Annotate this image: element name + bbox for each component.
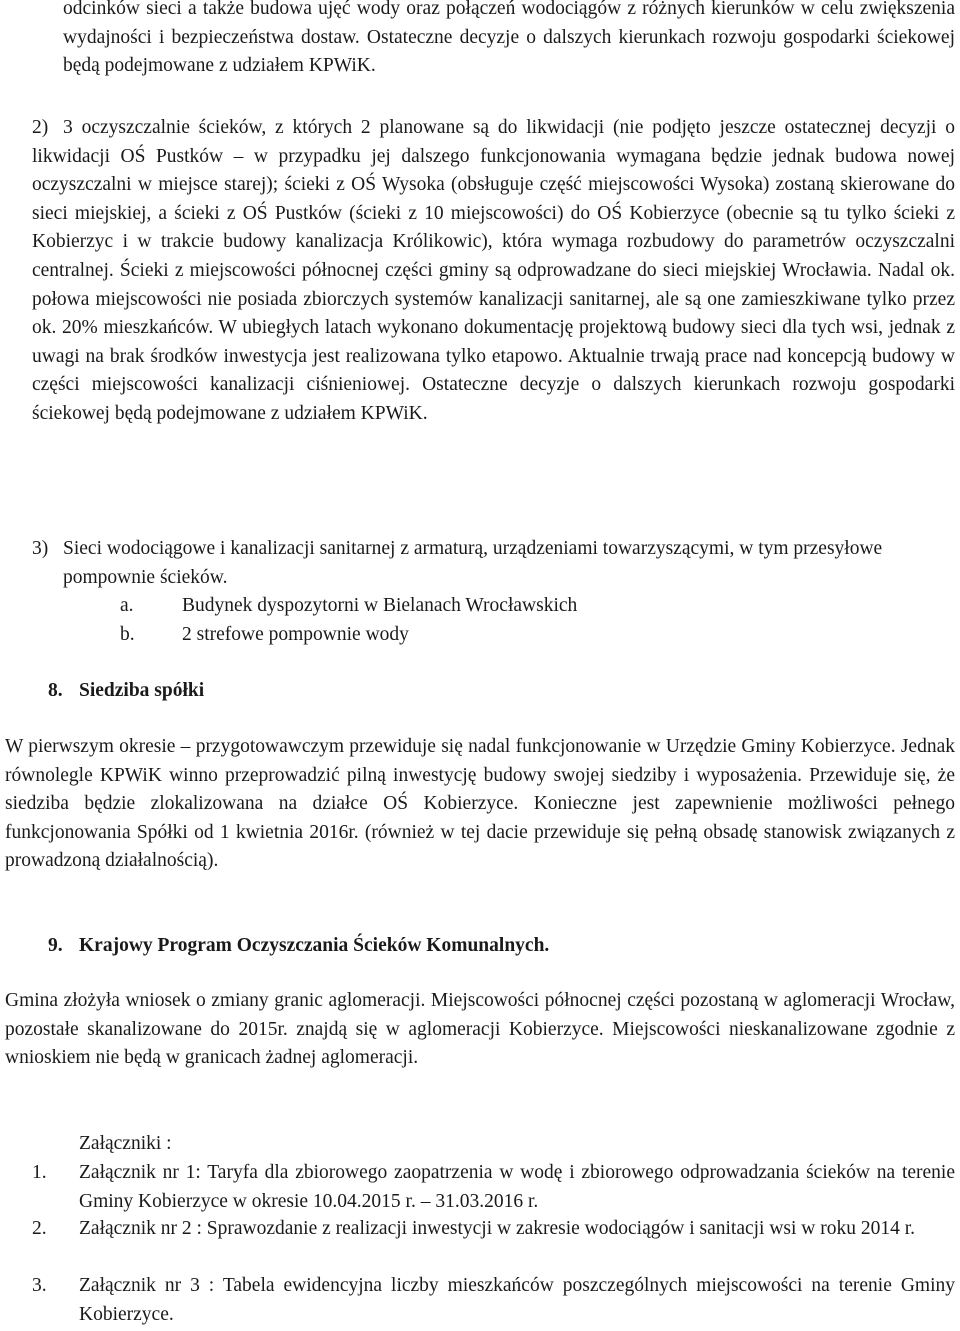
attachment-2-text: Załącznik nr 2 : Sprawozdanie z realizacji inwestycji w zakresie wodociągów i sanitacji wsi w roku 2014 r. <box>79 1218 916 1239</box>
item-2-text: 3 oczyszczalnie ścieków, z których 2 planowane są do likwidacji (nie podjęto jeszcze ostatecznej decyzji o likwidacji OŚ Pustków – w przypadku jej dalszego funkcjonowania wymagana będzie jednak budowa nowej oczyszczalni w miejsce starej); ścieki z OŚ Wysoka (obsługuje część miejscowości Wysoka) zostaną skierowane do sieci miejskiej, a ścieki z OŚ Pustków (ścieki z 10 miejscowości) do OŚ Kobierzyce (obecnie są tu tylko ścieki z Kobierzyc i w trakcie budowy kanalizacja Królikowic), która wymaga rozbudowy do parametrów oczyszczalni centralnej. Ścieki z miejscowości północnej części gminy są odprowadzane do sieci miejskiej Wrocławia. Nadal ok. połowa miejscowości nie posiada zbiorczych systemów kanalizacji sanitarnej, ale są one zamieszkiwane tylko przez ok. 20% mieszkańców. W ubiegłych latach wykonano dokumentację projektową budowy sieci dla tych wsi, jednak z uwagi na brak środków inwestycja jest realizowana tylko etapowo. Aktualnie trwają prace nad koncepcją budowy w części miejscowości kanalizacji ciśnieniowej. Ostateczne decyzje o dalszych kierunkach rozwoju gospodarki ściekowej będą podejmowane z udziałem KPWiK. <box>32 117 955 424</box>
item-2-number: 2) <box>32 117 49 138</box>
section-9-title: Krajowy Program Oczyszczania Ścieków Komunalnych. <box>79 935 550 956</box>
attachment-3-number: 3. <box>32 1275 47 1296</box>
item-3-number: 3) <box>32 538 49 559</box>
section-8-text: W pierwszym okresie – przygotowawczym przewiduje się nadal funkcjonowanie w Urzędzie Gminy Kobierzyce. Jednak równolegle KPWiK winno przeprowadzić pilną inwestycję budowy swojej siedziby i wyposażenia. Przewiduje się, że siedziba będzie zlokalizowana na działce OŚ Kobierzyce. Konieczne jest zapewnienie możliwości pełnego funkcjonowania Spółki od 1 kwietnia 2016r. (również w tej dacie przewiduje się pełną obsadę stanowisk związanych z prowadzoną działalnością). <box>5 736 955 872</box>
section-8-title: Siedziba spółki <box>79 680 205 701</box>
attachment-3-text: Załącznik nr 3 : Tabela ewidencyjna liczby mieszkańców poszczególnych miejscowości na terenie Gminy Kobierzyce. <box>79 1275 955 1325</box>
attachment-1-number: 1. <box>32 1162 47 1183</box>
subitem-a-text: Budynek dyspozytorni w Bielanach Wrocławskich <box>182 595 578 616</box>
item-3-text: Sieci wodociągowe i kanalizacji sanitarnej z armaturą, urządzeniami towarzyszącymi, w tym przesyłowe pompownie ścieków. <box>63 538 883 588</box>
subitem-b-text: 2 strefowe pompownie wody <box>182 624 409 645</box>
intro-continuation: odcinków sieci a także budowa ujęć wody oraz połączeń wodociągów z różnych kierunków w celu zwiększenia wydajności i bezpieczeństwa dostaw. Ostateczne decyzje o dalszych kierunkach rozwoju gospodarki ściekowej będą podejmowane z udziałem KPWiK. <box>63 0 955 77</box>
section-9-text: Gmina złożyła wniosek o zmiany granic aglomeracji. Miejscowości północnej części pozostaną w aglomeracji Wrocław, pozostałe skanalizowane do 2015r. znajdą się w aglomeracji Kobierzyce. Miejscowości nieskanalizowane zgodnie z wnioskiem nie będą w granicach żadnej aglomeracji. <box>5 990 955 1069</box>
attachment-2-number: 2. <box>32 1218 47 1239</box>
subitem-b-letter: b. <box>120 624 135 645</box>
section-8-number: 8. <box>48 680 63 701</box>
attachments-label: Załączniki : <box>79 1133 172 1154</box>
attachment-1-text: Załącznik nr 1: Taryfa dla zbiorowego zaopatrzenia w wodę i zbiorowego odprowadzania ścieków na terenie Gminy Kobierzyce w okresie 10.04.2015 r. – 31.03.2016 r. <box>79 1162 955 1212</box>
section-9-number: 9. <box>48 935 63 956</box>
subitem-a-letter: a. <box>120 595 134 616</box>
